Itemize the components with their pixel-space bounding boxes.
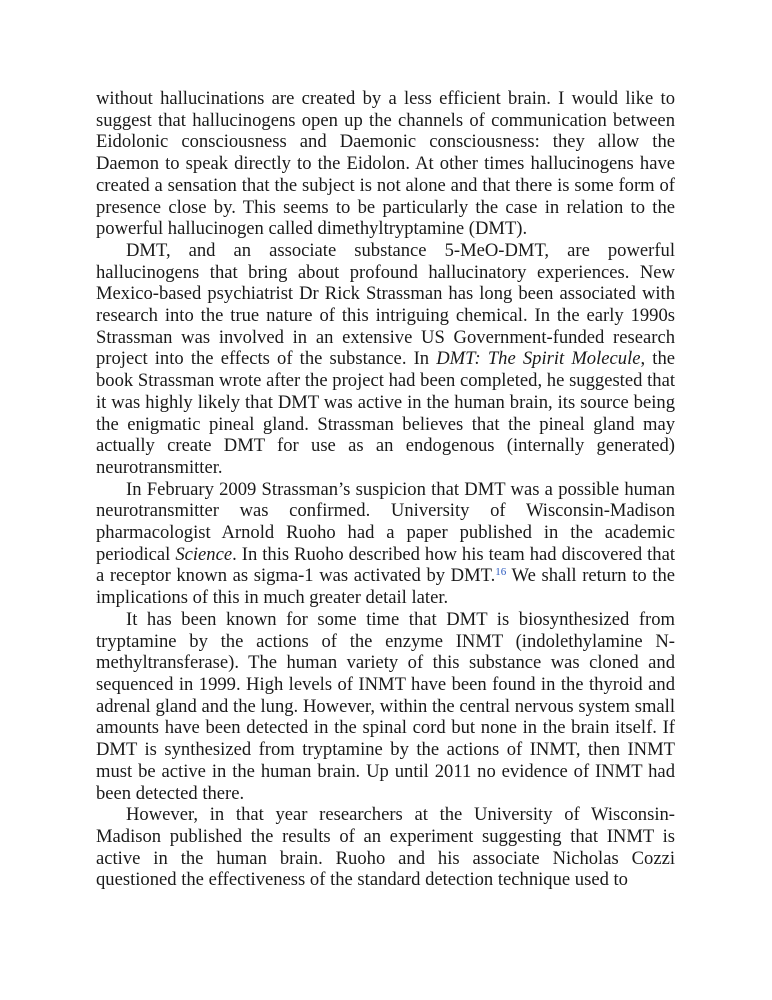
paragraph-1 [96,88,675,240]
paragraph-2-text-a: DMT, and an associate substance 5-MeO-DMT, are powerful hallucinogens that bring about profound hallucinatory experiences. New Mexico-based psychiatrist Dr Rick Strassman has long been associated with research into the true nature of this intriguing chemical. In the early 1990s Strassman was involved in an extensive US Government-funded research project into the effects of the substance. In [96,239,675,370]
paragraph-3-text-a: In February 2009 Strassman’s suspicion that DMT was a possible human neurotransmitter was confirmed. University of Wisconsin-Madison pharmacologist Arnold Ruoho had a paper published in the academic periodical [96,478,675,565]
journal-title-science: Science [175,543,233,565]
document-page [96,88,675,891]
paragraph-5-text: However, in that year researchers at the University of Wisconsin-Madison published the results of an experiment suggesting that INMT is active in the human brain. Ruoho and his associate Nicholas Cozzi questioned the effectiveness of the standard detection technique used to [96,804,675,891]
footnote-reference-link[interactable]: 16 [495,566,507,579]
paragraph-2 [96,240,675,479]
paragraph-2-text-b: , the book Strassman wrote after the project had been completed, he suggested that it was highly likely that DMT was active in the human brain, its source being the enigmatic pineal gland. Strassman believes that the pineal gland may actually create DMT for use as an endogenous (internally generated) neurotransmitter. [96,348,676,478]
paragraph-4-text: It has been known for some time that DMT is biosynthesized from tryptamine by the actions of the enzyme INMT (indolethylamine N-methyltransferase). The human variety of this substance was cloned and sequenced in 1999. High levels of INMT have been found in the thyroid and adrenal gland and the lung. However, within the central nervous system small amounts have been detected in the spinal cord but none in the brain itself. If DMT is synthesized from tryptamine by the actions of INMT, then INMT must be active in the human brain. Up until 2011 no evidence of INMT had been detected there. [96,608,675,804]
paragraph-5 [96,804,675,891]
book-title-dmt-spirit-molecule: DMT: The Spirit Molecule [436,348,641,370]
paragraph-4 [96,609,675,804]
paragraph-3-text-b: . In this Ruoho described how his team had discovered that a receptor known as sigma-1 was activated by DMT. [96,543,675,587]
paragraph-1-text: without hallucinations are created by a less efficient brain. I would like to suggest that hallucinogens open up the channels of communication between Eidolonic consciousness and Daemonic consciousness: they allow the Daemon to speak directly to the Eidolon. At other times hallucinogens have created a sensation that the subject is not alone and that there is some form of presence close by. This seems to be particularly the case in relation to the powerful hallucinogen called dimethyltryptamine (DMT). [96,88,675,240]
paragraph-3 [96,479,675,609]
paragraph-3-text-c: We shall return to the implications of this in much greater detail later. [96,565,675,609]
